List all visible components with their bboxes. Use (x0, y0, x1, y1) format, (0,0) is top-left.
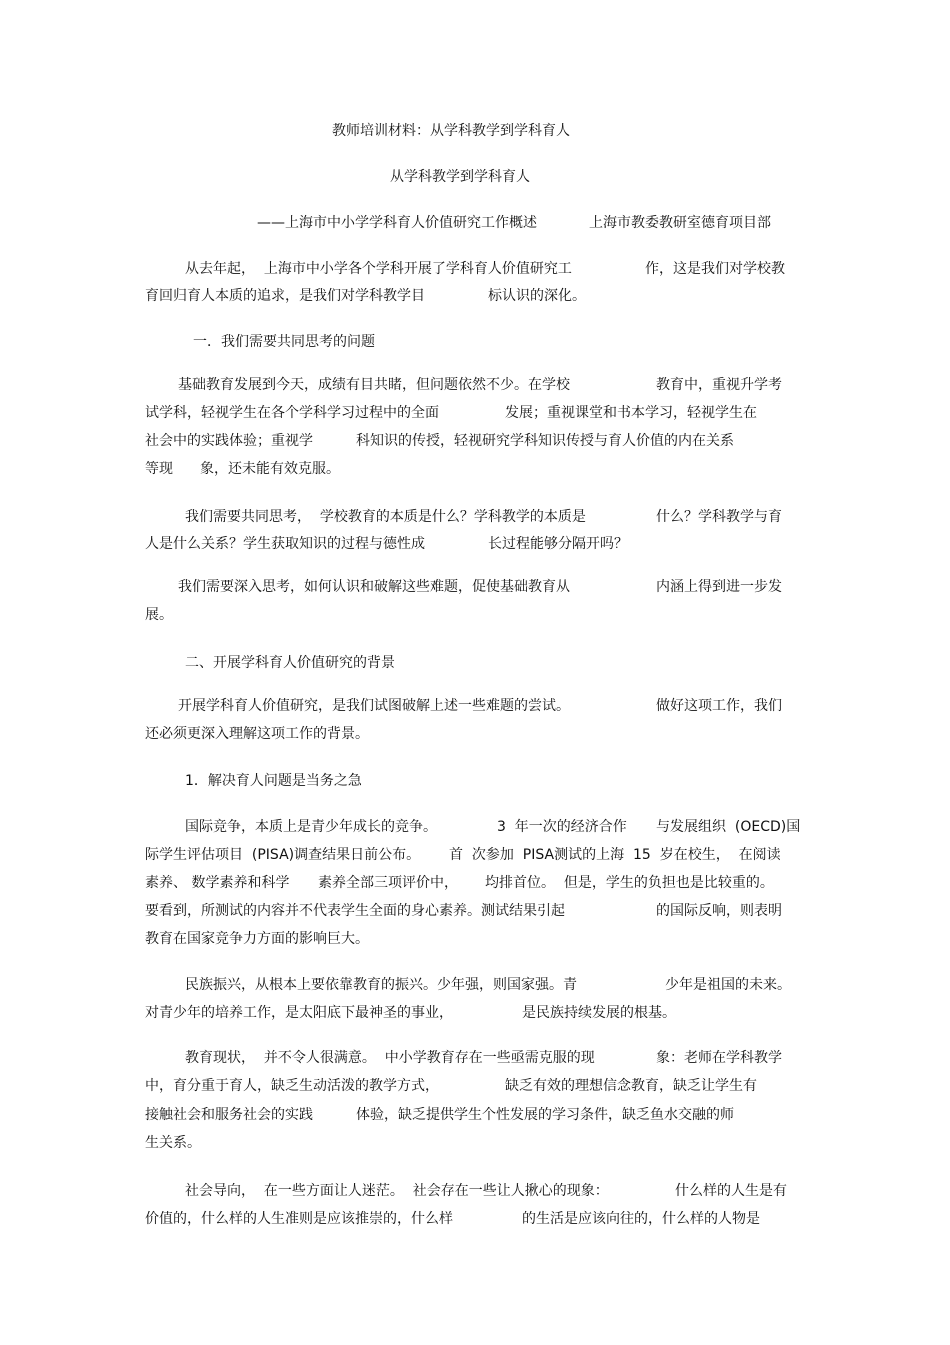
text-line: 价值的，什么样的人生准则是应该推崇的，什么样 (145, 1211, 453, 1227)
subsection-1-heading: 1．解决育人问题是当务之急 (185, 773, 362, 789)
text-line: 内涵上得到进一步发 (656, 579, 782, 595)
text-line: 的国际反响，则表明 (656, 903, 782, 919)
text-line: 做好这项工作，我们 (656, 698, 782, 714)
text-line: 从去年起， 上海市中小学各个学科开展了学科育人价值研究工 (185, 261, 572, 277)
text-line: 教育现状， 并不令人很满意。 中小学教育存在一些亟需克服的现 (185, 1050, 595, 1066)
text-line: 中，育分重于育人，缺乏生动活泼的教学方式， (145, 1078, 439, 1094)
text-line: 人是什么关系？学生获取知识的过程与德性成 (145, 536, 425, 552)
text-line: 与发展组织 (OECD)国 (656, 819, 801, 835)
text-line: 素养、 数学素养和科学 (145, 875, 290, 891)
text-line: 还必须更深入理解这项工作的背景。 (145, 726, 369, 742)
text-line: 均排首位。 但是，学生的负担也是比较重的。 (485, 875, 774, 891)
subtitle-author: ——上海市中小学学科育人价值研究工作概述 (257, 215, 537, 231)
text-line: 育回归育人本质的追求，是我们对学科教学目 (145, 288, 425, 304)
text-line: 际学生评估项目 (PISA)调查结果日前公布。 (145, 847, 421, 863)
text-line: 基础教育发展到今天，成绩有目共睹，但问题依然不少。在学校 (178, 377, 570, 393)
text-line: 接触社会和服务社会的实践 (145, 1107, 313, 1123)
text-line: 开展学科育人价值研究，是我们试图破解上述一些难题的尝试。 (178, 698, 570, 714)
text-line: 长过程能够分隔开吗？ (488, 536, 628, 552)
text-line: 作，这是我们对学校教 (645, 261, 785, 277)
text-line: 对青少年的培养工作，是太阳底下最神圣的事业， (145, 1005, 453, 1021)
text-line: 教育在国家竞争力方面的影响巨大。 (145, 931, 369, 947)
text-line: 首 次参加 PISA测试的上海 15 岁在校生， 在阅读 (449, 847, 781, 863)
text-line: 民族振兴，从根本上要依靠教育的振兴。少年强，则国家强。青 (185, 977, 577, 993)
text-line: 社会中的实践体验；重视学 (145, 433, 313, 449)
text-line: 的生活是应该向往的，什么样的人物是 (522, 1211, 760, 1227)
section-2-heading: 二、开展学科育人价值研究的背景 (185, 655, 395, 671)
text-line: 等现 (145, 461, 173, 477)
text-line: 3 年一次的经济合作 (497, 819, 627, 835)
text-line: 少年是祖国的未来。 (665, 977, 791, 993)
text-line: 体验，缺乏提供学生个性发展的学习条件，缺乏鱼水交融的师 (356, 1107, 734, 1123)
text-line: 什么样的人生是有 (675, 1183, 787, 1199)
text-line: 国际竞争，本质上是青少年成长的竞争。 (185, 819, 437, 835)
section-1-heading: 一．我们需要共同思考的问题 (193, 334, 375, 350)
text-line: 什么？学科教学与育 (656, 509, 782, 525)
subtitle-organization: 上海市教委教研室德育项目部 (589, 215, 771, 231)
document-title: 教师培训材料：从学科教学到学科育人 (332, 123, 570, 139)
text-line: 生关系。 (145, 1135, 201, 1151)
text-line: 我们需要共同思考， 学校教育的本质是什么？学科教学的本质是 (185, 509, 586, 525)
text-line: 科知识的传授，轻视研究学科知识传授与育人价值的内在关系 (356, 433, 734, 449)
text-line: 教育中，重视升学考 (656, 377, 782, 393)
text-line: 我们需要深入思考，如何认识和破解这些难题，促使基础教育从 (178, 579, 570, 595)
text-line: 发展；重视课堂和书本学习，轻视学生在 (505, 405, 757, 421)
main-title: 从学科教学到学科育人 (390, 169, 530, 185)
text-line: 社会导向， 在一些方面让人迷茫。 社会存在一些让人揪心的现象： (185, 1183, 609, 1199)
text-line: 是民族持续发展的根基。 (522, 1005, 676, 1021)
text-line: 标认识的深化。 (488, 288, 586, 304)
text-line: 展。 (145, 607, 173, 623)
text-line: 象：老师在学科教学 (656, 1050, 782, 1066)
text-line: 要看到，所测试的内容并不代表学生全面的身心素养。测试结果引起 (145, 903, 565, 919)
text-line: 试学科，轻视学生在各个学科学习过程中的全面 (145, 405, 439, 421)
text-line: 象，还未能有效克服。 (200, 461, 340, 477)
text-line: 缺乏有效的理想信念教育，缺乏让学生有 (505, 1078, 757, 1094)
text-line: 素养全部三项评价中， (318, 875, 458, 891)
